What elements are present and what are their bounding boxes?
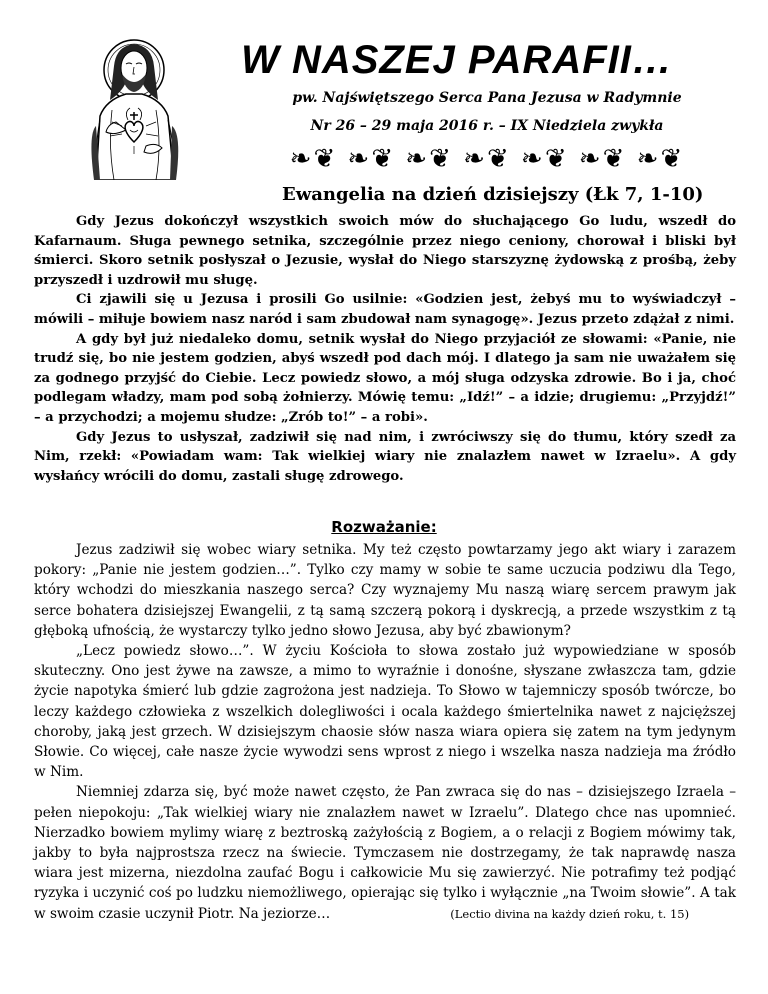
reflection-paragraph: Jezus zadziwił się wobec wiary setnika. My też często powtarzamy jego akt wiary i zarazem pokory: „Panie nie jestem godzien…”. Tylko czy mamy w sobie te same uczucia podziwu dla Tego, który wchodzi do mieszkania naszego serca? Czy wyznajemy Mu naszą wiarę sercem prawym jak serce bohatera dzisiejszej Ewangelii, z tą samą szczerą pokorą i dyskrecją, a przede wszystkim z tą głęboką ufnością, że wystarczy tylko jedno słowo Jezusa, aby być zbawionym? (34, 542, 736, 639)
masthead (222, 38, 752, 174)
issue-info: Nr 26 – 29 maja 2016 r. – IX Niedziela zwykła (310, 118, 664, 134)
gospel-paragraph: Ci zjawili się u Jezusa i prosili Go usilnie: «Godzien jest, żebyś mu to wyświadczył – mówili – miłuje bowiem nasz naród i sam zbudował nam synagogę». Jezus przeto zdążał z nimi. (34, 292, 736, 327)
reflection-text (34, 540, 736, 924)
citation: (Lectio divina na każdy dzień roku, t. 15) (450, 906, 690, 921)
floral-ornament-icon: ❧❦ ❧❦ ❧❦ ❧❦ ❧❦ ❧❦ ❧❦ (289, 144, 685, 174)
reflection-paragraph-text: Niemniej zdarza się, być może nawet często, że Pan zwraca się do nas – dzisiejszego Izraela – pełen niepokoju: „Tak wielkiej wiary nie znalazłem nawet w Izraelu”. Dlatego chce nas upomnieć. Nierzadko bowiem mylimy wiarę z beztroską zażyłością z Bogiem, a o relacji z Bogiem mówimy tak, jakby to była najprostsza rzecz na świecie. Tymczasem nie dostrzegamy, że tak naprawdę nasza wiara jest mizerna, niezdolna zaufać Bogu i całkowicie Mu się zawierzyć. Nie potrafimy też podjąć ryzyka i uczynić coś po ludzku niemożliwego, opierając się tylko i wyłącznie „na Twoim słowie”. A tak w swoim czasie uczynił Piotr. Na jeziorze… (34, 784, 736, 922)
gospel-paragraph: Gdy Jezus to usłyszał, zadziwił się nad nim, i zwróciwszy się do tłumu, który szedł za Nim, rzekł: «Powiadam wam: Tak wielkiej wiary nie znalazłem nawet w Izraelu». A gdy wysłańcy wrócili do domu, zastali sługę zdrowego. (34, 429, 736, 484)
reflection-title: Rozważanie: (331, 518, 437, 536)
gospel-paragraph: Gdy Jezus dokończył wszystkich swoich mów do słuchającego Go ludu, wszedł do Kafarnaum. Sługa pewnego setnika, szczególnie przez niego ceniony, chorował i bliski był śmierci. Skoro setnik posłyszał o Jezusie, wysłał do Niego starszyznę żydowską z prośbą, żeby przyszedł i uzdrowił mu sługę. (34, 214, 736, 288)
sacred-heart-jesus-icon (34, 30, 234, 180)
gospel-text (34, 212, 736, 486)
reflection-paragraph: „Lecz powiedz słowo…”. W życiu Kościoła to słowa zostało już wypowiedziane w sposób skuteczny. Ono jest żywe na zawsze, a mimo to wyraźnie i donośne, słyszane zwłaszcza tam, gdzie życie napotyka śmierć lub gdzie zagrożona jest nadzieja. To Słowo w tajemniczy sposób twórcze, bo leczy każdego człowieka z wszelkich dolegliwości i ocala każdego śmiertelnika nawet z najcięższej choroby, jaką jest grzech. W dzisiejszym chaosie słów nasza wiara opiera się zatem na tym jedynym Słowie. Co więcej, całe nasze życie wywodzi sens wprost z niego i wszelka nasza nadzieja ma źródło w Nim. (34, 643, 736, 781)
reflection-paragraph (34, 782, 736, 923)
newsletter-title: W NASZEJ PARAFII… (241, 38, 673, 82)
gospel-title: Ewangelia na dzień dzisiejszy (Łk 7, 1-10) (282, 184, 704, 205)
gospel-paragraph: A gdy był już niedaleko domu, setnik wysłał do Niego przyjaciół ze słowami: «Panie, nie trudź się, bo nie jestem godzien, abyś wszedł pod dach mój. I dlatego ja sam nie uważałem się za godnego przyjść do Ciebie. Lecz powiedz słowo, a mój sługa odzyska zdrowie. Bo i ja, choć podlegam władzy, mam pod sobą żołnierzy. Mówię temu: „Idź!” – a idzie; drugiemu: „Przyjdź!” – a przychodzi; a mojemu słudze: „Zrób to!” – a robi». (34, 331, 736, 425)
parish-name: pw. Najświętszego Serca Pana Jezusa w Radymnie (292, 90, 682, 106)
